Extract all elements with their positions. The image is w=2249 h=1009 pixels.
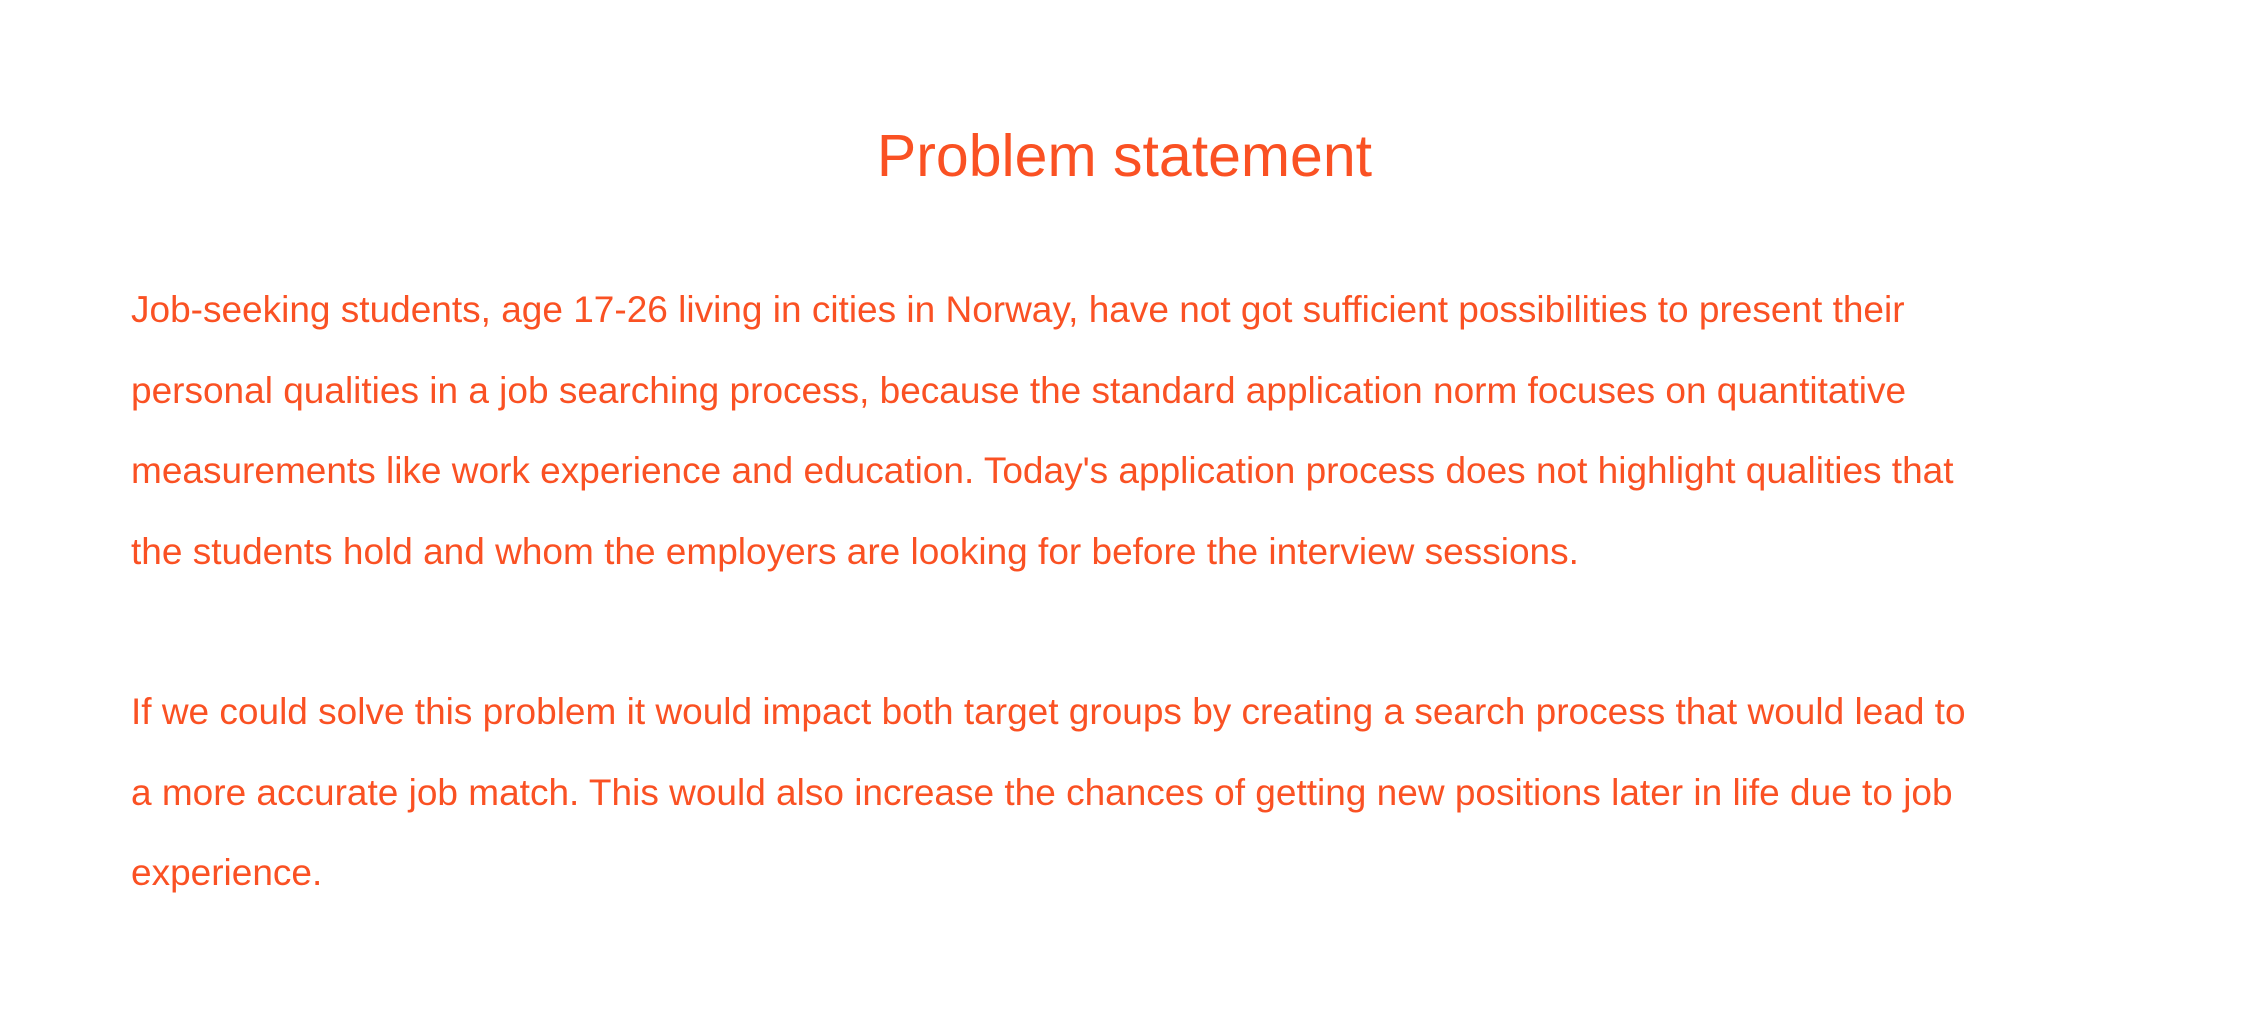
paragraph-line: If we could solve this problem it would impact both target groups by creating a search process that would lead to [131, 691, 1966, 732]
paragraph-line: experience. [131, 852, 323, 893]
problem-paragraph [131, 270, 2131, 592]
paragraph-line: a more accurate job match. This would also increase the chances of getting new positions later in life due to job [131, 771, 1953, 813]
paragraph-line: the students hold and whom the employers are looking for before the interview sessions. [131, 530, 1579, 572]
impact-paragraph [131, 672, 2131, 914]
paragraph-line: personal qualities in a job searching process, because the standard application norm focuses on quantitative [131, 369, 1907, 411]
slide-title: Problem statement [876, 123, 1373, 189]
paragraph-line: Job-seeking students, age 17-26 living in cities in Norway, have not got sufficient possibilities to present their [131, 289, 1905, 330]
paragraph-line: measurements like work experience and education. Today's application process does not highlight qualities that [131, 450, 1954, 491]
